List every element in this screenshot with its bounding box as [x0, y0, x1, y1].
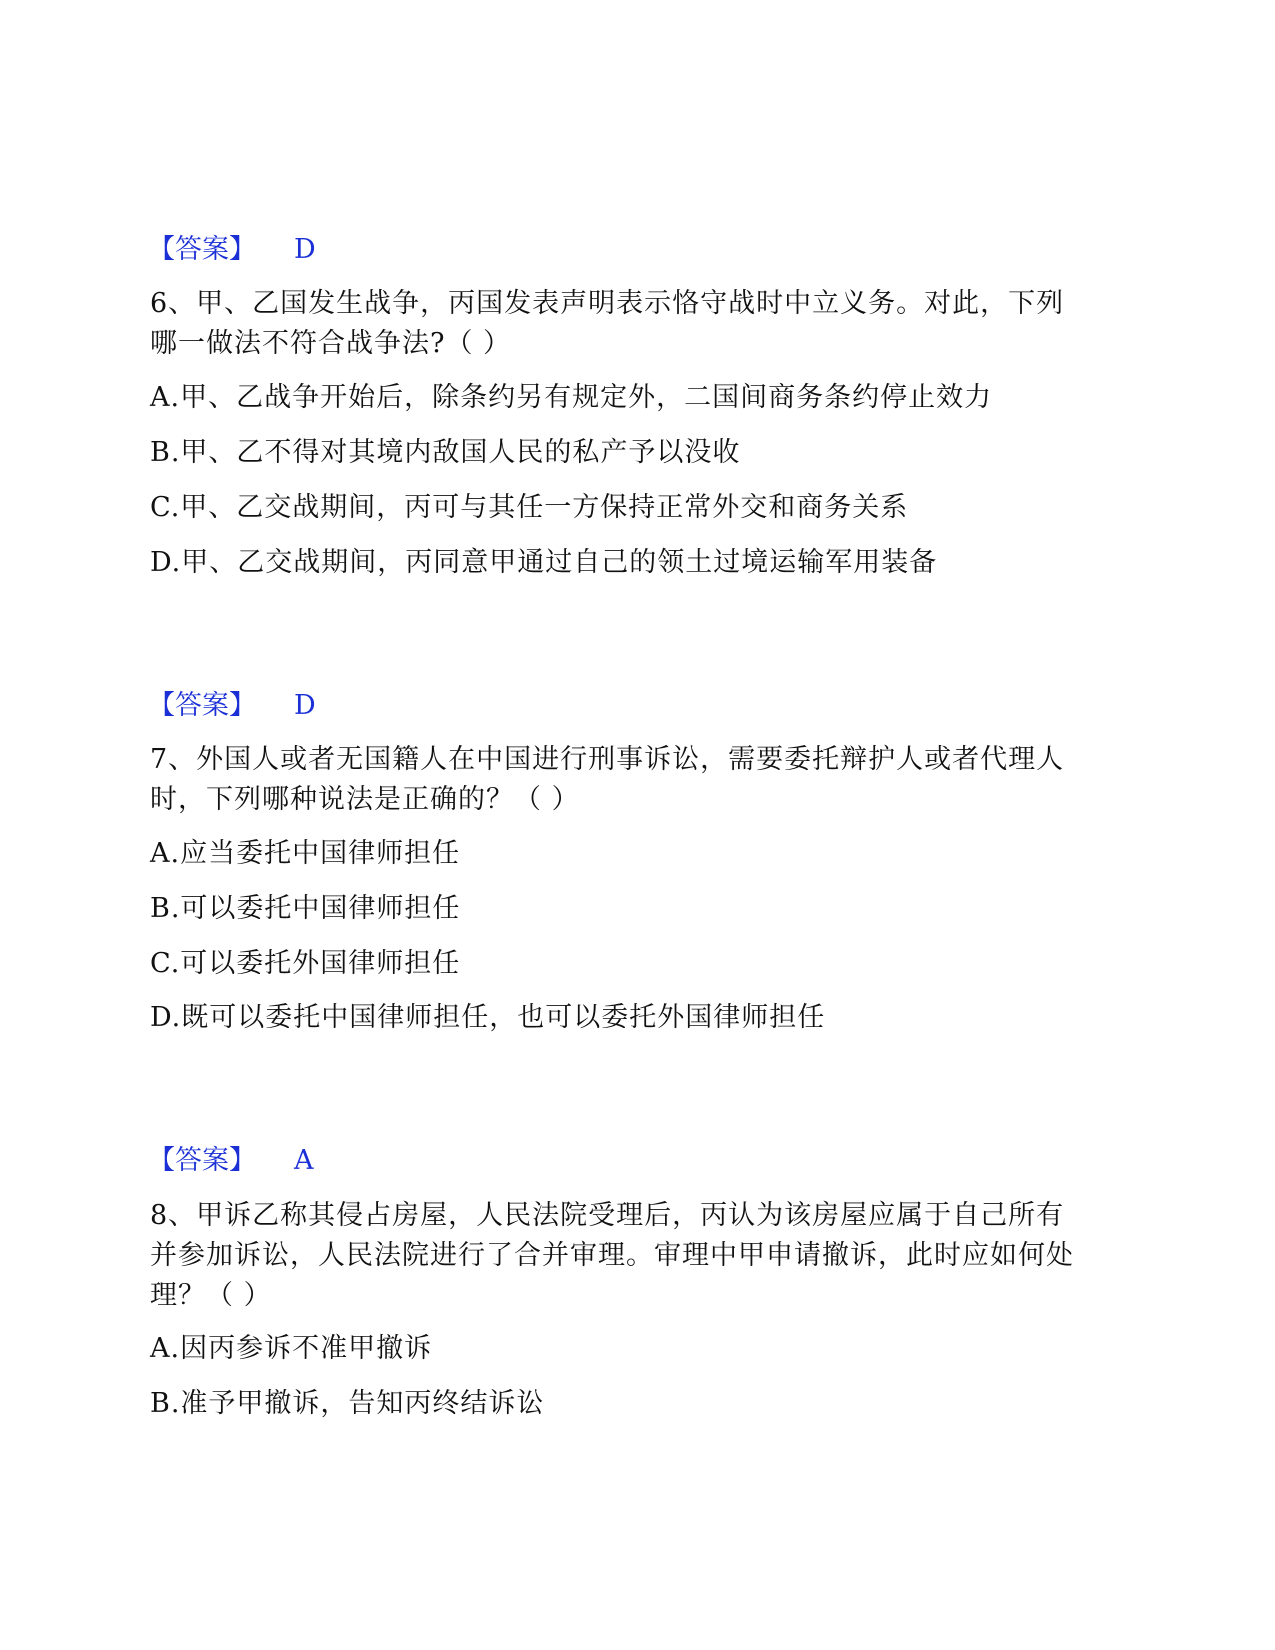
question-8-option-b: B.准予甲撤诉，告知丙终结诉讼	[150, 1388, 545, 1419]
question-6-line-2: 哪一做法不符合战争法?（ ）	[150, 328, 512, 359]
answer-label: 【答案】	[148, 1145, 256, 1176]
question-8-line-3: 理？（ ）	[150, 1280, 272, 1311]
question-6-option-d: D.甲、乙交战期间，丙同意甲通过自己的领土过境运输军用装备	[150, 547, 938, 578]
question-7-option-c: C.可以委托外国律师担任	[150, 948, 461, 979]
question-8-line-2: 并参加诉讼，人民法院进行了合并审理。审理中甲申请撤诉，此时应如何处	[150, 1240, 1074, 1271]
question-7-option-d: D.既可以委托中国律师担任，也可以委托外国律师担任	[150, 1002, 826, 1033]
question-6-option-b: B.甲、乙不得对其境内敌国人民的私产予以没收	[150, 437, 741, 468]
question-6	[150, 284, 1110, 364]
question-8	[150, 1196, 1110, 1316]
question-6-option-a: A.甲、乙战争开始后，除条约另有规定外，二国间商务条约停止效力	[150, 382, 993, 413]
answer-line-6	[148, 686, 316, 726]
question-7-line-2: 时，下列哪种说法是正确的？（ ）	[150, 784, 580, 815]
question-7-option-b: B.可以委托中国律师担任	[150, 893, 461, 924]
question-7	[150, 740, 1110, 820]
answer-value: D	[294, 234, 316, 265]
question-6-option-c: C.甲、乙交战期间，丙可与其任一方保持正常外交和商务关系	[150, 492, 909, 523]
question-8-line-1: 8、甲诉乙称其侵占房屋，人民法院受理后，丙认为该房屋应属于自己所有	[150, 1200, 1065, 1231]
answer-value: A	[294, 1145, 314, 1176]
answer-value: D	[294, 690, 316, 721]
answer-line-7	[148, 1141, 314, 1181]
question-7-line-1: 7、外国人或者无国籍人在中国进行刑事诉讼，需要委托辩护人或者代理人	[150, 744, 1065, 775]
answer-label: 【答案】	[148, 690, 256, 721]
answer-label: 【答案】	[148, 234, 256, 265]
question-7-option-a: A.应当委托中国律师担任	[150, 838, 461, 869]
question-8-option-a: A.因丙参诉不准甲撤诉	[150, 1333, 433, 1364]
answer-line-5	[148, 230, 316, 270]
question-6-line-1: 6、甲、乙国发生战争，丙国发表声明表示恪守战时中立义务。对此，下列	[150, 288, 1065, 319]
